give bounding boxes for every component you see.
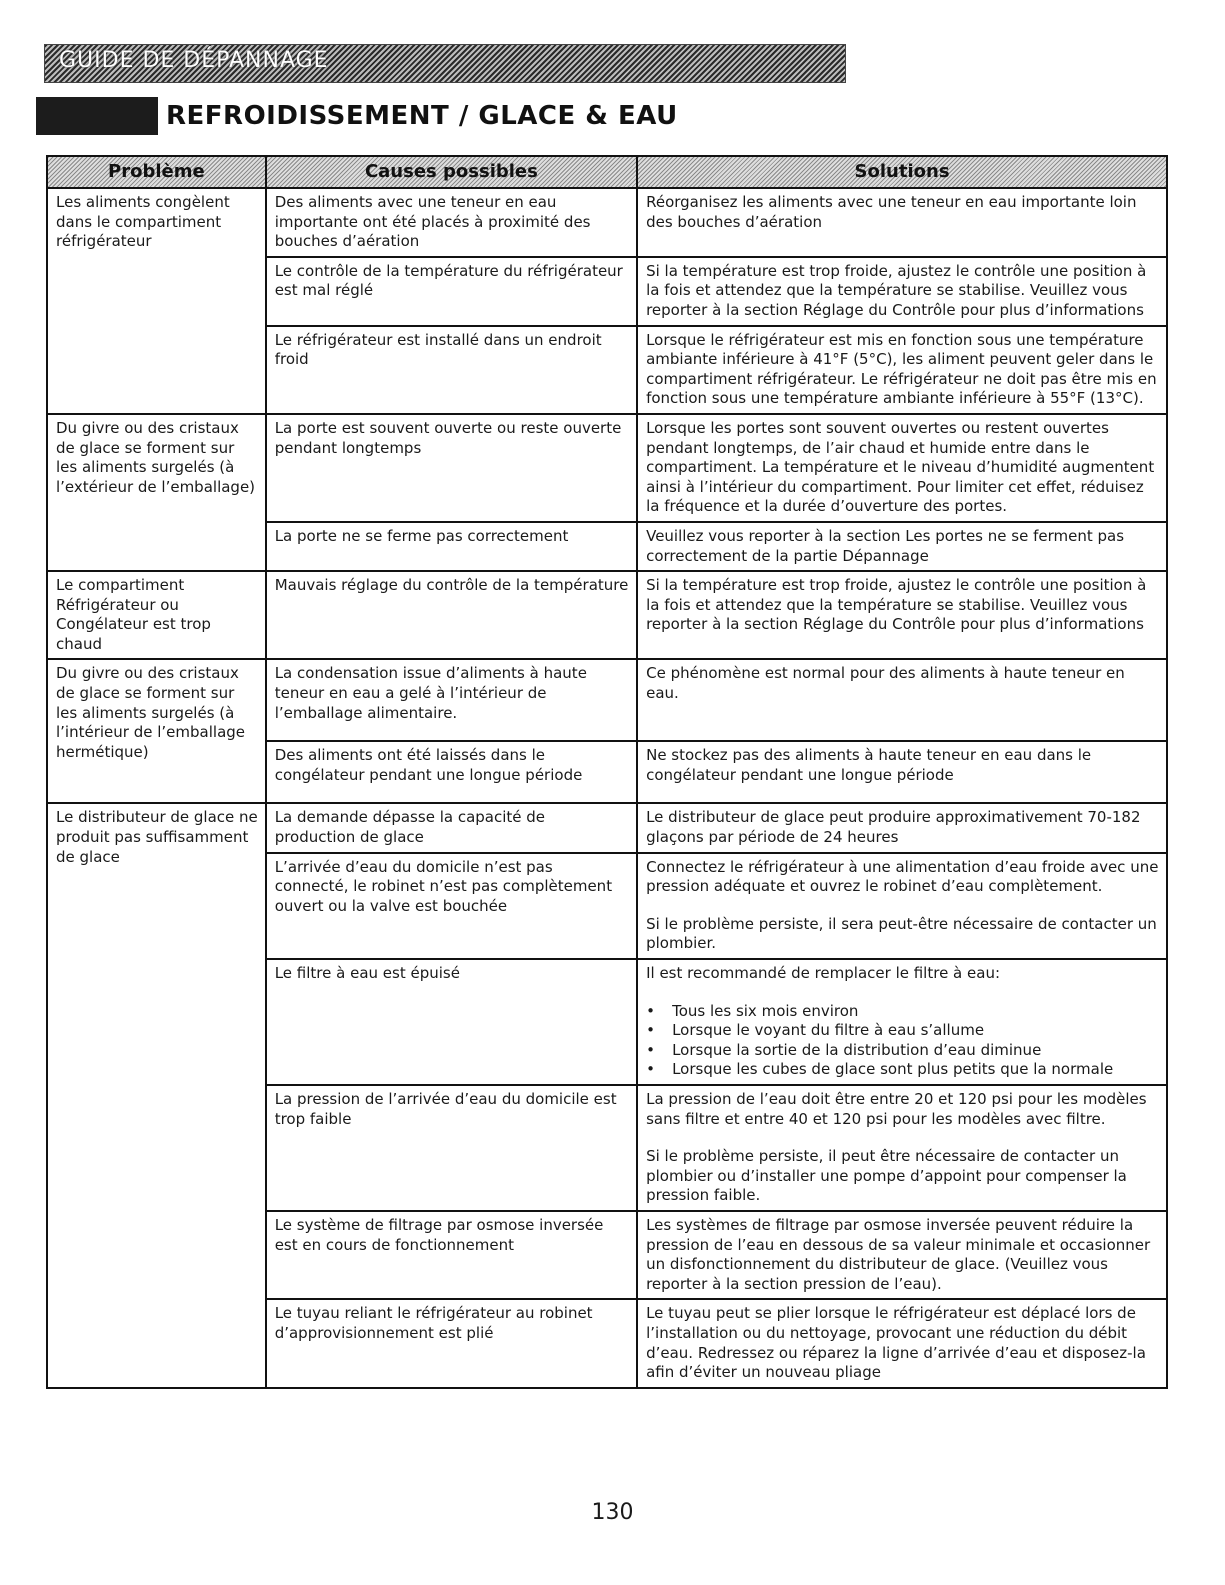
table-row: [47, 188, 1167, 257]
problem-cell: Le distributeur de glace ne produit pas suffisamment de glace: [47, 803, 266, 1387]
troubleshooting-table: [46, 155, 1168, 1389]
solution-cell: [637, 853, 1167, 959]
cause-cell: La demande dépasse la capacité de production de glace: [266, 803, 637, 852]
solution-cell: Les systèmes de filtrage par osmose inversée peuvent réduire la pression de l’eau en dessous de sa valeur minimale et occasionner un disfonctionnement du distributeur de glace. (Veuillez vous reporter à la section pression de l’eau).: [637, 1211, 1167, 1299]
cause-cell: Le réfrigérateur est installé dans un endroit froid: [266, 326, 637, 414]
cause-cell: Le contrôle de la température du réfrigérateur est mal réglé: [266, 257, 637, 326]
solution-cell: [637, 1085, 1167, 1211]
cause-cell: La pression de l’arrivée d’eau du domicile est trop faible: [266, 1085, 637, 1211]
solution-cell: Lorsque le réfrigérateur est mis en fonction sous une température ambiante inférieure à 41°F (5°C), les aliment peuvent geler dans le compartiment réfrigérateur. Le réfrigérateur ne doit pas être mis en fonction sous une température ambiante inférieure à 55°F (13°C).: [637, 326, 1167, 414]
list-item: • Lorsque le voyant du filtre à eau s’allume: [646, 1021, 1160, 1041]
cause-cell: Des aliments avec une teneur en eau importante ont été placés à proximité des bouches d’aération: [266, 188, 637, 257]
solution-cell: Le tuyau peut se plier lorsque le réfrigérateur est déplacé lors de l’installation ou du nettoyage, provocant une réduction du débit d’eau. Redressez ou réparez la ligne d’arrivée d’eau et disposez-la afin d’éviter un nouveau pliage: [637, 1299, 1167, 1387]
table-row: [47, 571, 1167, 659]
table-row: [47, 414, 1167, 522]
problem-cell: Le compartiment Réfrigérateur ou Congélateur est trop chaud: [47, 571, 266, 659]
solution-cell: Réorganisez les aliments avec une teneur en eau importante loin des bouches d’aération: [637, 188, 1167, 257]
solution-note: Si le problème persiste, il peut être nécessaire de contacter un plombier ou d’installer une pompe d’appoint pour compenser la pression faible.: [646, 1147, 1127, 1205]
column-header-problem: Problème: [47, 156, 266, 188]
list-item: • Tous les six mois environ: [646, 1002, 1160, 1022]
column-header-causes: Causes possibles: [266, 156, 637, 188]
table-header-row: [47, 156, 1167, 188]
solution-bullet-list: [646, 1002, 1160, 1080]
page-number: 130: [591, 1500, 634, 1525]
list-item: • Lorsque les cubes de glace sont plus petits que la normale: [646, 1060, 1160, 1080]
table-row: [47, 659, 1167, 741]
list-item: • Lorsque la sortie de la distribution d’eau diminue: [646, 1041, 1160, 1061]
cause-cell: La condensation issue d’aliments à haute teneur en eau a gelé à l’intérieur de l’emballage alimentaire.: [266, 659, 637, 741]
cause-cell: Le système de filtrage par osmose inversée est en cours de fonctionnement: [266, 1211, 637, 1299]
solution-cell: Veuillez vous reporter à la section Les portes ne se ferment pas correctement de la partie Dépannage: [637, 522, 1167, 571]
solution-cell: Lorsque les portes sont souvent ouvertes ou restent ouvertes pendant longtemps, de l’air chaud et humide entre dans le compartiment. La température et le niveau d’humidité augmentent ainsi à l’intérieur du compartiment. Pour limiter cet effet, réduisez la fréquence et la durée d’ouverture des portes.: [637, 414, 1167, 522]
solution-cell: Si la température est trop froide, ajustez le contrôle une position à la fois et attendez que la température se stabilise. Veuillez vous reporter à la section Réglage du Contrôle pour plus d’informations: [637, 257, 1167, 326]
cause-cell: Des aliments ont été laissés dans le congélateur pendant une longue période: [266, 741, 637, 803]
solution-note: Si le problème persiste, il sera peut-être nécessaire de contacter un plombier.: [646, 914, 1157, 953]
section-title: REFROIDISSEMENT / GLACE & EAU: [166, 101, 678, 131]
problem-cell: Les aliments congèlent dans le compartiment réfrigérateur: [47, 188, 266, 414]
solution-text: Il est recommandé de remplacer le filtre à eau:: [646, 964, 1000, 983]
cause-cell: Le filtre à eau est épuisé: [266, 959, 637, 1085]
solution-cell: Le distributeur de glace peut produire approximativement 70-182 glaçons par période de 24 heures: [637, 803, 1167, 852]
problem-cell: Du givre ou des cristaux de glace se forment sur les aliments surgelés (à l’extérieur de l’emballage): [47, 414, 266, 571]
cause-cell: Mauvais réglage du contrôle de la température: [266, 571, 637, 659]
section-heading: [36, 96, 678, 136]
section-marker-block: [36, 97, 158, 135]
banner-title: GUIDE DE DÉPANNAGE: [59, 48, 329, 73]
solution-text: La pression de l’eau doit être entre 20 et 120 psi pour les modèles sans filtre et entre 40 et 120 psi pour les modèles avec filtre.: [646, 1090, 1147, 1128]
column-header-solutions: Solutions: [637, 156, 1167, 188]
solution-text: Connectez le réfrigérateur à une alimentation d’eau froide avec une pression adéquate et ouvrez le robinet d’eau complètement.: [646, 857, 1159, 896]
cause-cell: Le tuyau reliant le réfrigérateur au robinet d’approvisionnement est plié: [266, 1299, 637, 1387]
cause-cell: La porte ne se ferme pas correctement: [266, 522, 637, 571]
solution-cell: Ce phénomène est normal pour des aliments à haute teneur en eau.: [637, 659, 1167, 741]
solution-cell: Ne stockez pas des aliments à haute teneur en eau dans le congélateur pendant une longue période: [637, 741, 1167, 803]
table-row: [47, 803, 1167, 852]
header-banner: [44, 44, 846, 83]
solution-cell: Si la température est trop froide, ajustez le contrôle une position à la fois et attendez que la température se stabilise. Veuillez vous reporter à la section Réglage du Contrôle pour plus d’informations: [637, 571, 1167, 659]
problem-cell: Du givre ou des cristaux de glace se forment sur les aliments surgelés (à l’intérieur de l’emballage hermétique): [47, 659, 266, 803]
solution-cell: [637, 959, 1167, 1085]
cause-cell: La porte est souvent ouverte ou reste ouverte pendant longtemps: [266, 414, 637, 522]
cause-cell: L’arrivée d’eau du domicile n’est pas connecté, le robinet n’est pas complètement ouvert ou la valve est bouchée: [266, 853, 637, 959]
